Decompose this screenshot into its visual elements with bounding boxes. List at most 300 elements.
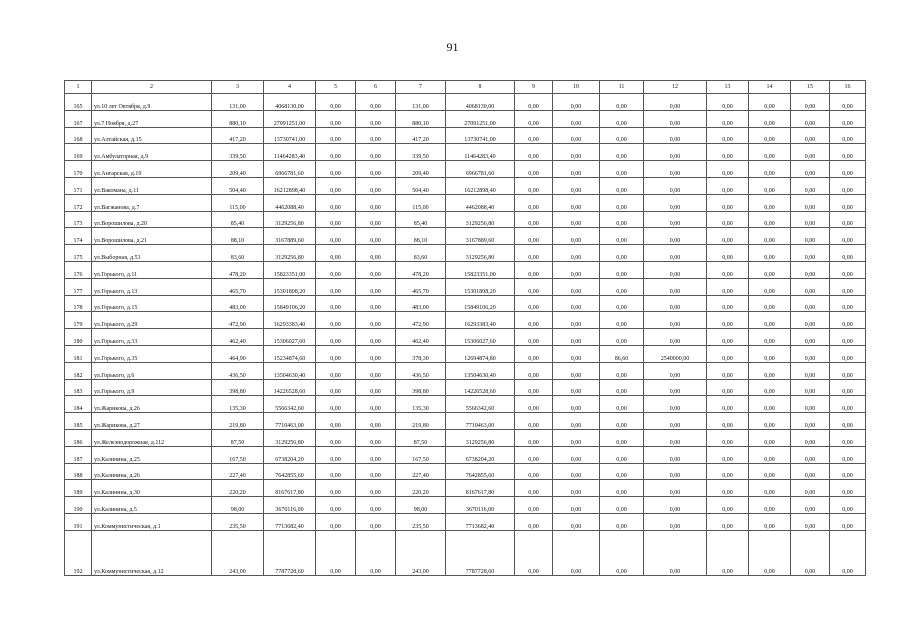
value-cell: 0,00 <box>515 429 553 446</box>
table-row <box>65 177 866 194</box>
value-cell: 0,00 <box>600 362 644 379</box>
value-cell: 0,00 <box>553 530 600 575</box>
value-cell: 339,50 <box>212 144 264 161</box>
value-cell: 0,00 <box>553 396 600 413</box>
value-cell: 11464283,40 <box>264 144 316 161</box>
value-cell: 0,00 <box>749 379 791 396</box>
value-cell: 0,00 <box>316 161 356 178</box>
value-cell: 0,00 <box>356 413 396 430</box>
value-cell: 0,00 <box>707 513 749 530</box>
value-cell: 4462088,40 <box>446 194 515 211</box>
address-cell: ул.Горького, д.15 <box>92 295 212 312</box>
row-number-cell: 179 <box>65 312 92 329</box>
value-cell: 0,00 <box>644 144 707 161</box>
column-header: 7 <box>396 81 446 94</box>
value-cell: 0,00 <box>749 362 791 379</box>
value-cell: 0,00 <box>316 396 356 413</box>
value-cell: 0,00 <box>515 530 553 575</box>
value-cell: 0,00 <box>644 429 707 446</box>
value-cell: 0,00 <box>600 228 644 245</box>
value-cell: 0,00 <box>356 429 396 446</box>
address-cell: ул.Горького, д.9 <box>92 379 212 396</box>
value-cell: 464,90 <box>212 345 264 362</box>
value-cell: 27091251,00 <box>446 110 515 127</box>
value-cell: 398,80 <box>212 379 264 396</box>
value-cell: 0,00 <box>553 446 600 463</box>
table-row <box>65 446 866 463</box>
value-cell: 0,00 <box>600 530 644 575</box>
value-cell: 0,00 <box>553 413 600 430</box>
value-cell: 478,20 <box>212 261 264 278</box>
table-body <box>65 94 866 576</box>
column-header: 1 <box>65 81 92 94</box>
table-row <box>65 261 866 278</box>
table-row <box>65 110 866 127</box>
value-cell: 0,00 <box>356 329 396 346</box>
value-cell: 0,00 <box>749 329 791 346</box>
value-cell: 0,00 <box>707 94 749 111</box>
address-cell: ул.Калинина, д.26 <box>92 463 212 480</box>
column-header: 3 <box>212 81 264 94</box>
value-cell: 7710463,00 <box>446 413 515 430</box>
value-cell: 0,00 <box>600 513 644 530</box>
value-cell: 0,00 <box>749 94 791 111</box>
value-cell: 167,50 <box>396 446 446 463</box>
value-cell: 0,00 <box>644 396 707 413</box>
value-cell: 0,00 <box>707 161 749 178</box>
value-cell: 7642855,60 <box>446 463 515 480</box>
address-cell: ул.Жарикова, д.26 <box>92 396 212 413</box>
value-cell: 0,00 <box>600 497 644 514</box>
value-cell: 235,50 <box>396 513 446 530</box>
value-cell: 0,00 <box>356 480 396 497</box>
value-cell: 0,00 <box>600 278 644 295</box>
address-cell: ул.Вакомана, д.11 <box>92 177 212 194</box>
value-cell: 0,00 <box>600 396 644 413</box>
value-cell: 0,00 <box>600 194 644 211</box>
value-cell: 0,00 <box>515 110 553 127</box>
row-number-cell: 186 <box>65 429 92 446</box>
row-number-cell: 187 <box>65 446 92 463</box>
value-cell: 0,00 <box>356 278 396 295</box>
table-row <box>65 245 866 262</box>
address-cell: ул.Горького, д.11 <box>92 261 212 278</box>
value-cell: 209,40 <box>212 161 264 178</box>
value-cell: 0,00 <box>553 278 600 295</box>
value-cell: 0,00 <box>600 329 644 346</box>
value-cell: 0,00 <box>791 413 830 430</box>
value-cell: 0,00 <box>515 446 553 463</box>
value-cell: 0,00 <box>515 144 553 161</box>
value-cell: 0,00 <box>553 144 600 161</box>
value-cell: 0,00 <box>749 110 791 127</box>
value-cell: 0,00 <box>316 261 356 278</box>
value-cell: 0,00 <box>791 144 830 161</box>
table-row <box>65 379 866 396</box>
value-cell: 0,00 <box>791 345 830 362</box>
value-cell: 0,00 <box>749 480 791 497</box>
table-row <box>65 513 866 530</box>
value-cell: 0,00 <box>707 127 749 144</box>
value-cell: 0,00 <box>600 94 644 111</box>
value-cell: 14226528,60 <box>446 379 515 396</box>
value-cell: 0,00 <box>553 94 600 111</box>
value-cell: 0,00 <box>791 446 830 463</box>
value-cell: 5566342,60 <box>446 396 515 413</box>
value-cell: 0,00 <box>316 480 356 497</box>
row-number-cell: 192 <box>65 530 92 575</box>
table-row <box>65 161 866 178</box>
value-cell: 0,00 <box>553 245 600 262</box>
value-cell: 3129256,80 <box>446 429 515 446</box>
row-number-cell: 183 <box>65 379 92 396</box>
column-header: 8 <box>446 81 515 94</box>
value-cell: 0,00 <box>749 278 791 295</box>
value-cell: 16293383,40 <box>446 312 515 329</box>
value-cell: 15849106,20 <box>446 295 515 312</box>
value-cell: 0,00 <box>515 480 553 497</box>
value-cell: 0,00 <box>749 513 791 530</box>
row-number-cell: 172 <box>65 194 92 211</box>
value-cell: 504,40 <box>396 177 446 194</box>
value-cell: 0,00 <box>316 379 356 396</box>
value-cell: 0,00 <box>791 497 830 514</box>
value-cell: 0,00 <box>316 245 356 262</box>
value-cell: 472,90 <box>212 312 264 329</box>
address-cell: ул.Горького, д.35 <box>92 345 212 362</box>
value-cell: 0,00 <box>791 127 830 144</box>
value-cell: 3129256,80 <box>264 245 316 262</box>
value-cell: 0,00 <box>830 362 866 379</box>
value-cell: 88,10 <box>396 228 446 245</box>
value-cell: 0,00 <box>791 245 830 262</box>
value-cell: 0,00 <box>316 94 356 111</box>
column-header: 9 <box>515 81 553 94</box>
value-cell: 5566342,60 <box>264 396 316 413</box>
value-cell: 0,00 <box>749 295 791 312</box>
value-cell: 4462088,40 <box>264 194 316 211</box>
value-cell: 0,00 <box>356 446 396 463</box>
value-cell: 235,50 <box>212 513 264 530</box>
value-cell: 0,00 <box>830 463 866 480</box>
value-cell: 0,00 <box>749 345 791 362</box>
value-cell: 0,00 <box>707 110 749 127</box>
value-cell: 462,40 <box>212 329 264 346</box>
value-cell: 0,00 <box>707 194 749 211</box>
value-cell: 87,50 <box>212 429 264 446</box>
address-cell: ул.Калинина, д.25 <box>92 446 212 463</box>
value-cell: 504,40 <box>212 177 264 194</box>
value-cell: 0,00 <box>749 413 791 430</box>
value-cell: 220,20 <box>212 480 264 497</box>
row-number-cell: 180 <box>65 329 92 346</box>
value-cell: 15234874,60 <box>264 345 316 362</box>
value-cell: 243,00 <box>212 530 264 575</box>
row-number-cell: 170 <box>65 161 92 178</box>
value-cell: 0,00 <box>600 177 644 194</box>
value-cell: 0,00 <box>791 329 830 346</box>
value-cell: 0,00 <box>644 211 707 228</box>
value-cell: 3167889,60 <box>446 228 515 245</box>
value-cell: 0,00 <box>600 413 644 430</box>
value-cell: 0,00 <box>316 110 356 127</box>
value-cell: 83,60 <box>212 245 264 262</box>
column-header: 6 <box>356 81 396 94</box>
value-cell: 0,00 <box>830 278 866 295</box>
row-number-cell: 190 <box>65 497 92 514</box>
table-header-row <box>65 81 866 94</box>
value-cell: 15306027,60 <box>264 329 316 346</box>
value-cell: 0,00 <box>515 245 553 262</box>
value-cell: 0,00 <box>749 194 791 211</box>
value-cell: 0,00 <box>515 513 553 530</box>
value-cell: 0,00 <box>707 144 749 161</box>
value-cell: 0,00 <box>600 446 644 463</box>
value-cell: 0,00 <box>644 463 707 480</box>
value-cell: 83,60 <box>396 245 446 262</box>
value-cell: 6738204,20 <box>446 446 515 463</box>
value-cell: 465,70 <box>212 278 264 295</box>
value-cell: 3167889,60 <box>264 228 316 245</box>
value-cell: 0,00 <box>791 278 830 295</box>
table-row <box>65 362 866 379</box>
address-cell: ул.Выборная, д.53 <box>92 245 212 262</box>
value-cell: 0,00 <box>316 295 356 312</box>
value-cell: 0,00 <box>553 177 600 194</box>
column-header: 12 <box>644 81 707 94</box>
value-cell: 0,00 <box>791 211 830 228</box>
value-cell: 0,00 <box>830 413 866 430</box>
table-row <box>65 345 866 362</box>
value-cell: 0,00 <box>356 295 396 312</box>
value-cell: 0,00 <box>830 161 866 178</box>
value-cell: 0,00 <box>830 261 866 278</box>
value-cell: 0,00 <box>553 312 600 329</box>
value-cell: 0,00 <box>356 261 396 278</box>
value-cell: 0,00 <box>791 362 830 379</box>
value-cell: 0,00 <box>515 413 553 430</box>
table-row <box>65 211 866 228</box>
value-cell: 15849106,20 <box>264 295 316 312</box>
value-cell: 0,00 <box>515 379 553 396</box>
value-cell: 0,00 <box>749 177 791 194</box>
value-cell: 0,00 <box>515 329 553 346</box>
value-cell: 0,00 <box>356 127 396 144</box>
row-number-cell: 184 <box>65 396 92 413</box>
value-cell: 0,00 <box>316 413 356 430</box>
value-cell: 0,00 <box>515 295 553 312</box>
value-cell: 0,00 <box>707 413 749 430</box>
value-cell: 880,10 <box>212 110 264 127</box>
value-cell: 0,00 <box>644 94 707 111</box>
value-cell: 0,00 <box>707 228 749 245</box>
value-cell: 483,00 <box>396 295 446 312</box>
value-cell: 0,00 <box>749 463 791 480</box>
value-cell: 0,00 <box>515 94 553 111</box>
value-cell: 85,40 <box>212 211 264 228</box>
value-cell: 0,00 <box>316 144 356 161</box>
value-cell: 0,00 <box>600 463 644 480</box>
value-cell: 0,00 <box>707 497 749 514</box>
address-cell: ул.Ворошилова, д.21 <box>92 228 212 245</box>
value-cell: 0,00 <box>830 312 866 329</box>
value-cell: 15301808,20 <box>446 278 515 295</box>
value-cell: 0,00 <box>553 362 600 379</box>
address-cell: ул.Горького, д.33 <box>92 329 212 346</box>
table-row <box>65 463 866 480</box>
value-cell: 0,00 <box>707 530 749 575</box>
value-cell: 7642855,60 <box>264 463 316 480</box>
value-cell: 0,00 <box>553 161 600 178</box>
table-row <box>65 530 866 575</box>
value-cell: 0,00 <box>600 295 644 312</box>
value-cell: 0,00 <box>600 211 644 228</box>
row-number-cell: 191 <box>65 513 92 530</box>
value-cell: 0,00 <box>749 312 791 329</box>
value-cell: 115,00 <box>396 194 446 211</box>
value-cell: 0,00 <box>749 211 791 228</box>
value-cell: 0,00 <box>830 177 866 194</box>
value-cell: 0,00 <box>644 161 707 178</box>
value-cell: 0,00 <box>644 362 707 379</box>
value-cell: 16293383,40 <box>264 312 316 329</box>
value-cell: 0,00 <box>830 94 866 111</box>
value-cell: 417,20 <box>396 127 446 144</box>
value-cell: 8167617,80 <box>446 480 515 497</box>
value-cell: 0,00 <box>644 379 707 396</box>
address-cell: ул.Вагжанова, д.7 <box>92 194 212 211</box>
value-cell: 0,00 <box>515 177 553 194</box>
value-cell: 0,00 <box>791 177 830 194</box>
value-cell: 11464283,40 <box>446 144 515 161</box>
value-cell: 0,00 <box>515 261 553 278</box>
value-cell: 0,00 <box>830 513 866 530</box>
value-cell: 16212898,40 <box>446 177 515 194</box>
value-cell: 0,00 <box>515 497 553 514</box>
value-cell: 0,00 <box>553 194 600 211</box>
address-cell: ул.Жарикова, д.27 <box>92 413 212 430</box>
table-row <box>65 278 866 295</box>
value-cell: 15823351,00 <box>264 261 316 278</box>
row-number-cell: 181 <box>65 345 92 362</box>
value-cell: 0,00 <box>356 345 396 362</box>
address-cell: ул.Ворошилова, д.20 <box>92 211 212 228</box>
value-cell: 12694874,80 <box>446 345 515 362</box>
value-cell: 0,00 <box>749 261 791 278</box>
value-cell: 7787728,60 <box>446 530 515 575</box>
value-cell: 135,30 <box>396 396 446 413</box>
value-cell: 7713682,40 <box>446 513 515 530</box>
value-cell: 0,00 <box>644 480 707 497</box>
value-cell: 0,00 <box>749 228 791 245</box>
table-row <box>65 94 866 111</box>
value-cell: 85,40 <box>396 211 446 228</box>
value-cell: 0,00 <box>644 413 707 430</box>
value-cell: 0,00 <box>791 94 830 111</box>
value-cell: 13730741,00 <box>446 127 515 144</box>
value-cell: 0,00 <box>356 513 396 530</box>
value-cell: 8167617,80 <box>264 480 316 497</box>
value-cell: 465,70 <box>396 278 446 295</box>
value-cell: 0,00 <box>707 480 749 497</box>
value-cell: 0,00 <box>830 446 866 463</box>
value-cell: 0,00 <box>707 329 749 346</box>
address-cell: ул.Алтайская, д.15 <box>92 127 212 144</box>
value-cell: 3129256,80 <box>264 211 316 228</box>
value-cell: 0,00 <box>356 530 396 575</box>
value-cell: 15301808,20 <box>264 278 316 295</box>
value-cell: 115,00 <box>212 194 264 211</box>
value-cell: 0,00 <box>830 194 866 211</box>
value-cell: 0,00 <box>600 245 644 262</box>
value-cell: 7710463,00 <box>264 413 316 430</box>
value-cell: 0,00 <box>791 161 830 178</box>
value-cell: 0,00 <box>356 94 396 111</box>
value-cell: 0,00 <box>749 161 791 178</box>
value-cell: 3129256,80 <box>446 211 515 228</box>
value-cell: 0,00 <box>749 497 791 514</box>
table-row <box>65 329 866 346</box>
address-cell: ул.Железнодорожная, д.112 <box>92 429 212 446</box>
value-cell: 3129256,80 <box>446 245 515 262</box>
value-cell: 472,90 <box>396 312 446 329</box>
value-cell: 13730741,00 <box>264 127 316 144</box>
value-cell: 0,00 <box>316 530 356 575</box>
table-row <box>65 497 866 514</box>
column-header: 2 <box>92 81 212 94</box>
value-cell: 0,00 <box>830 379 866 396</box>
value-cell: 0,00 <box>707 295 749 312</box>
value-cell: 0,00 <box>600 110 644 127</box>
value-cell: 0,00 <box>515 312 553 329</box>
value-cell: 0,00 <box>316 177 356 194</box>
value-cell: 0,00 <box>644 295 707 312</box>
value-cell: 0,00 <box>515 362 553 379</box>
value-cell: 86,60 <box>600 345 644 362</box>
value-cell: 0,00 <box>600 429 644 446</box>
value-cell: 0,00 <box>316 497 356 514</box>
column-header: 10 <box>553 81 600 94</box>
row-number-cell: 185 <box>65 413 92 430</box>
value-cell: 0,00 <box>356 396 396 413</box>
row-number-cell: 176 <box>65 261 92 278</box>
value-cell: 0,00 <box>553 110 600 127</box>
value-cell: 0,00 <box>644 497 707 514</box>
value-cell: 0,00 <box>644 329 707 346</box>
value-cell: 0,00 <box>553 228 600 245</box>
table-row <box>65 228 866 245</box>
value-cell: 0,00 <box>830 497 866 514</box>
value-cell: 6738204,20 <box>264 446 316 463</box>
page-number: 91 <box>446 40 459 54</box>
value-cell: 0,00 <box>515 278 553 295</box>
row-number-cell: 171 <box>65 177 92 194</box>
value-cell: 0,00 <box>553 513 600 530</box>
address-cell: ул.Коммунистическая, д.12 <box>92 530 212 575</box>
value-cell: 0,00 <box>356 379 396 396</box>
row-number-cell: 168 <box>65 127 92 144</box>
value-cell: 15823351,00 <box>446 261 515 278</box>
value-cell: 0,00 <box>553 329 600 346</box>
row-number-cell: 178 <box>65 295 92 312</box>
value-cell: 0,00 <box>830 429 866 446</box>
address-cell: ул.Горького, д.29 <box>92 312 212 329</box>
value-cell: 0,00 <box>600 127 644 144</box>
value-cell: 0,00 <box>707 379 749 396</box>
column-header: 15 <box>791 81 830 94</box>
value-cell: 339,50 <box>396 144 446 161</box>
value-cell: 219,80 <box>396 413 446 430</box>
